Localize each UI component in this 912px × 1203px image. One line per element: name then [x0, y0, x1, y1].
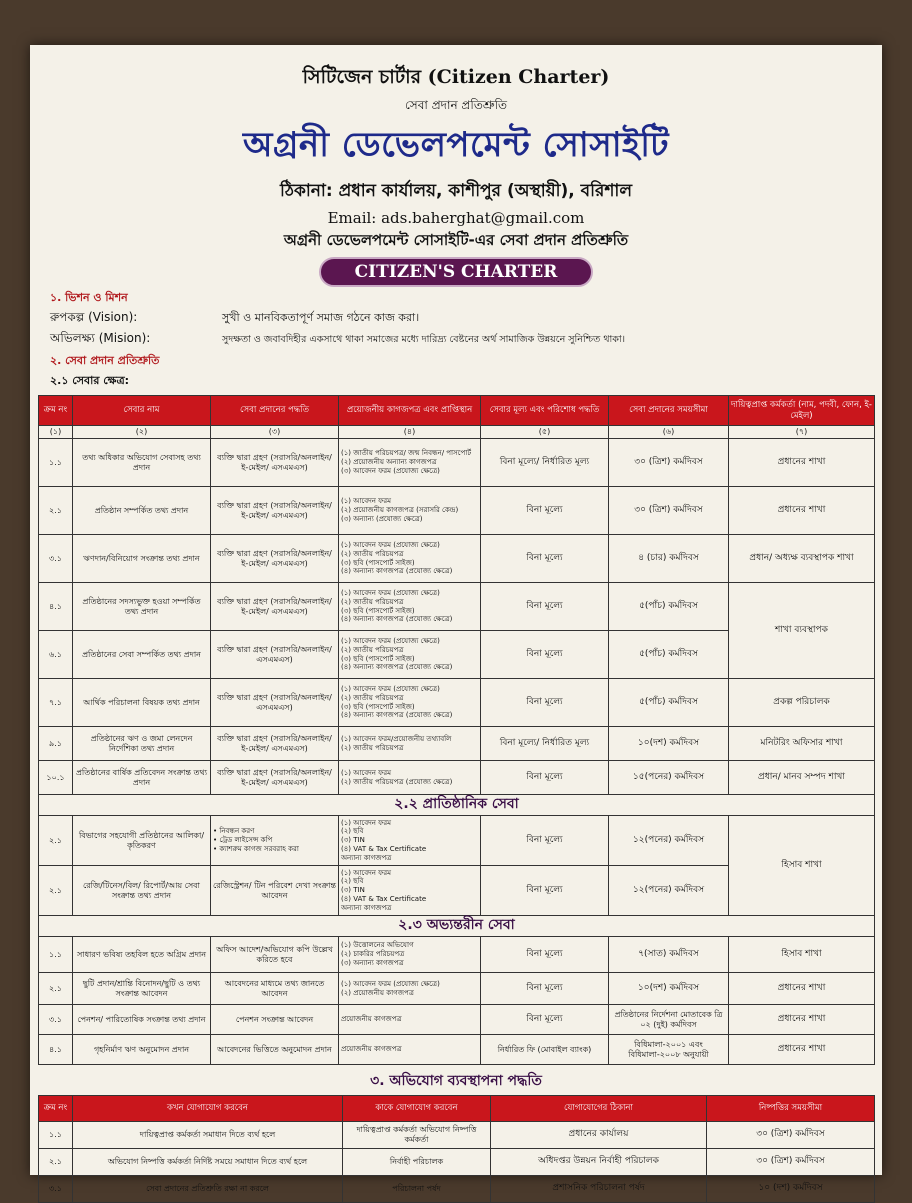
row-serial: ৪.১ — [39, 1035, 73, 1065]
row-method: অফিস আদেশ/অভিযোগ কপি উল্লেখ করিতে হবে — [211, 937, 339, 973]
row-method: ব্যক্তি দ্বারা গ্রহণ (সরাসরি/অনলাইন/ ই-মেইল/ এসএমএস) — [211, 761, 339, 795]
row-address: প্রশাসনিক পরিচালনা পর্ষদ — [491, 1176, 707, 1203]
institutional-service-heading: ২.২ প্রাতিষ্ঠানিক সেবা — [39, 795, 875, 816]
row-time: ১০(দশ) কর্মদিবস — [609, 973, 729, 1005]
col-number: (৬) — [609, 426, 729, 439]
charter-subtitle: সেবা প্রদান প্রতিশ্রুতি — [404, 98, 508, 112]
table-row — [39, 1035, 875, 1065]
organization-email: Email: ads.baherghat@gmail.com — [327, 209, 585, 227]
header-officer: দায়িত্বপ্রাপ্ত কর্মকর্তা (নাম, পদবী, ফোন, ই-মেইল) — [729, 396, 875, 426]
organization-address: ঠিকানা: প্রধান কার্যালয়, কাশীপুর (অস্থায়ী), বরিশাল — [280, 181, 632, 201]
service-area-heading: ২.১ সেবার ক্ষেত্র: — [50, 374, 130, 387]
row-documents: (১) উত্তোলনের অভিযোগ (২) চাকরির পরিচয়পত্র (৩) অন্যান্য কাগজপত্র — [339, 937, 481, 973]
row-fee: বিনা মূল্যে — [481, 937, 609, 973]
row-time: ৩০ (ত্রিশ) কর্মদিবস — [609, 439, 729, 487]
row-whom: দায়িত্বপ্রাপ্ত কর্মকর্তা অভিযোগ নিষ্পত্তি কর্মকর্তা — [343, 1122, 491, 1149]
row-time: ৩০ (ত্রিশ) কর্মদিবস — [707, 1122, 875, 1149]
row-documents: (১) আবেদন ফরম (প্রযোজ্য ক্ষেত্রে) (২) প্রয়োজনীয় কাগজপত্র — [339, 973, 481, 1005]
row-service-name: প্রতিষ্ঠানের বার্ষিক প্রতিবেদন সংক্রান্ত তথ্য প্রদান — [73, 761, 211, 795]
row-time: ৫(পাঁচ) কর্মদিবস — [609, 631, 729, 679]
col-number: (৭) — [729, 426, 875, 439]
row-method: ব্যক্তি দ্বারা গ্রহণ (সরাসরি/অনলাইন/ এসএমএস) — [211, 631, 339, 679]
row-serial: ২.১ — [39, 1149, 73, 1176]
row-documents: (১) আবেদন ফরম (প্রযোজ্য ক্ষেত্রে) (২) জাতীয় পরিচয়পত্র (৩) ছবি (পাসপোর্ট সাইজ) (৪) অন্যান্য কাগজপত্র (প্রযোজ্য ক্ষেত্রে) — [339, 583, 481, 631]
grievance-heading: ৩. অভিযোগ ব্যবস্থাপনা পদ্ধতি — [370, 1073, 542, 1089]
row-serial: ১.১ — [39, 439, 73, 487]
row-serial: ২.১ — [39, 487, 73, 535]
grievance-header-time: নিষ্পত্তির সময়সীমা — [707, 1096, 875, 1122]
service-commitment-heading: ২. সেবা প্রদান প্রতিশ্রুতি — [50, 354, 160, 367]
header-service-name: সেবার নাম — [73, 396, 211, 426]
row-time: ৭(সাত) কর্মদিবস — [609, 937, 729, 973]
row-officer: প্রধানের শাখা — [729, 439, 875, 487]
table-row — [39, 1176, 875, 1203]
grievance-table — [38, 1095, 875, 1203]
col-number: (৫) — [481, 426, 609, 439]
row-when: দায়িত্বপ্রাপ্ত কর্মকর্তা সমাধান দিতে ব্যর্থ হলে — [73, 1122, 343, 1149]
row-officer: প্রধানের শাখা — [729, 1035, 875, 1065]
row-serial: ৭.১ — [39, 679, 73, 727]
row-service-name: আর্থিক পরিচালনা বিষয়ক তথ্য প্রদান — [73, 679, 211, 727]
row-time: প্রতিষ্ঠানের নির্দেশনা মোতাবেক ত্রি ০২ (দুই) কর্মদিবস — [609, 1005, 729, 1035]
header-serial: ক্রম নং — [39, 396, 73, 426]
header-fee: সেবার মূল্য এবং পরিশোধ পদ্ধতি — [481, 396, 609, 426]
row-serial: ৩.১ — [39, 1176, 73, 1203]
vision-label: রুপকল্প (Vision): — [50, 310, 138, 324]
col-number: (১) — [39, 426, 73, 439]
table-row — [39, 1122, 875, 1149]
row-serial: ৩.১ — [39, 1005, 73, 1035]
row-officer: প্রধানের শাখা — [729, 973, 875, 1005]
mission-line — [50, 330, 882, 350]
row-method: রেজিস্ট্রেশন/ টিন পরিবেশ দেখা সংক্রান্ত আবেদন — [211, 866, 339, 916]
institutional-service-heading-row — [39, 795, 875, 816]
row-documents: (১) আবেদন ফরম (২) ছবি (৩) TIN (৪) VAT & Tax Certificate অন্যান্য কাগজপত্র — [339, 816, 481, 866]
col-number: (৩) — [211, 426, 339, 439]
row-time: বিধিমালা-২০০১ এবং বিধিমালা-২০০৮ অনুযায়ী — [609, 1035, 729, 1065]
row-service-name: প্রতিষ্ঠানের সেবা সম্পর্কিত তথ্য প্রদান — [73, 631, 211, 679]
row-method: ব্যক্তি দ্বারা গ্রহণ (সরাসরি/অনলাইন/ ই-মেইল/ এসএমএস) — [211, 583, 339, 631]
row-documents: (১) আবেদন ফরম (প্রযোজ্য ক্ষেত্রে) (২) জাতীয় পরিচয়পত্র (৩) ছবি (পাসপোর্ট সাইজ) (৪) অন্যান্য কাগজপত্র (প্রযোজ্য ক্ষেত্রে) — [339, 631, 481, 679]
row-time: ১৫(পনের) কর্মদিবস — [609, 761, 729, 795]
table-row — [39, 727, 875, 761]
row-time: ৪ (চার) কর্মদিবস — [609, 535, 729, 583]
row-fee: বিনা মূল্যে — [481, 487, 609, 535]
commitment-line: অগ্রনী ডেভেলপমেন্ট সোসাইটি-এর সেবা প্রদান প্রতিশ্রুতি — [283, 231, 629, 249]
row-officer: প্রধান/ অধ্যক্ষ ব্যবস্থাপক শাখা — [729, 535, 875, 583]
vision-text: সুখী ও মানবিকতাপূর্ণ সমাজ গঠনে কাজ করা। — [222, 311, 420, 324]
header-documents: প্রয়োজনীয় কাগজপত্র এবং প্রাপ্তিস্থান — [339, 396, 481, 426]
col-number: (২) — [73, 426, 211, 439]
row-officer: মনিটরিং অফিসার শাখা — [729, 727, 875, 761]
row-service-name: রেজি/টিনেস/বিল/ রিপোর্ট/আয় সেবা সংক্রান্ত তথ্য প্রদান — [73, 866, 211, 916]
table-row — [39, 1005, 875, 1035]
row-officer: প্রকল্প পরিচালক — [729, 679, 875, 727]
vision-line — [50, 309, 882, 329]
row-service-name: গৃহনির্মাণ ঋণ অনুমোদন প্রদান — [73, 1035, 211, 1065]
mission-label: অভিলক্ষ্য (Mision): — [50, 331, 151, 345]
row-time: ১০(দশ) কর্মদিবস — [609, 727, 729, 761]
citizen-charter-banner: CITIZEN'S CHARTER — [319, 257, 594, 287]
row-whom: নির্বাহী পরিচালক — [343, 1149, 491, 1176]
row-fee: বিনা মূল্যে — [481, 1005, 609, 1035]
row-service-name: ঋণদান/বিনিয়োগ সংক্রান্ত তথ্য প্রদান — [73, 535, 211, 583]
mission-text: সুদক্ষতা ও জবাবদিহীর একসাথে থাকা সমাজের মধ্যে দারিদ্র্য বেষ্টনের অর্থ সামাজিক উন্নয়নে সুনিশ্চিত থাকা। — [222, 334, 626, 345]
row-method: আবেদনের ভিত্তিতে অনুমোদন প্রদান — [211, 1035, 339, 1065]
row-fee: বিনা মূল্যে — [481, 973, 609, 1005]
row-fee: বিনা মূল্যে — [481, 679, 609, 727]
row-time: ১২(পনের) কর্মদিবস — [609, 866, 729, 916]
table-row — [39, 439, 875, 487]
table-row — [39, 1149, 875, 1176]
table-row — [39, 679, 875, 727]
row-documents: (১) আবেদন ফরম (২) জাতীয় পরিচয়পত্র (প্রযোজ্য ক্ষেত্রে) — [339, 761, 481, 795]
row-service-name: তথ্য অধিকার অভিযোগ সেবাসহ তথ্য প্রদান — [73, 439, 211, 487]
table-row — [39, 973, 875, 1005]
internal-service-heading: ২.৩ অভ্যন্তরীন সেবা — [39, 916, 875, 937]
internal-service-heading-row — [39, 916, 875, 937]
citizen-charter-poster — [30, 45, 882, 1194]
row-method: ব্যক্তি দ্বারা গ্রহণ (সরাসরি/অনলাইন/ ই-মেইল/ এসএমএস) — [211, 535, 339, 583]
row-when: সেবা প্রদানের প্রতিশ্রুতি রক্ষা না করলে — [73, 1176, 343, 1203]
row-time: ১০ (দশ) কর্মদিবস — [707, 1176, 875, 1203]
table-row — [39, 816, 875, 866]
row-documents: (১) আবেদন ফরম (২) প্রয়োজনীয় কাগজপত্র (সরাসরি কেন্দ্র) (৩) অন্যান্য (প্রযোজ্য ক্ষেত্রে) — [339, 487, 481, 535]
row-documents: প্রয়োজনীয় কাগজপত্র — [339, 1005, 481, 1035]
row-service-name: প্রতিষ্ঠানের সদস্যভুক্ত হওয়া সম্পর্কিত তথ্য প্রদান — [73, 583, 211, 631]
table-row — [39, 937, 875, 973]
row-serial: ৬.১ — [39, 631, 73, 679]
row-when: অভিযোগ নিষ্পত্তি কর্মকর্তা নির্দিষ্ট সময়ে সমাধান দিতে ব্যর্থ হলে — [73, 1149, 343, 1176]
row-service-name: সাধারণ ভবিষ্য তহবিল হতে অগ্রিম প্রদান — [73, 937, 211, 973]
col-number: (৪) — [339, 426, 481, 439]
row-service-name: পেনশন/ পারিতোষিক সংক্রান্ত তথ্য প্রদান — [73, 1005, 211, 1035]
row-serial: ১০.১ — [39, 761, 73, 795]
row-time: ৩০ (ত্রিশ) কর্মদিবস — [707, 1149, 875, 1176]
vision-mission-heading: ১. ভিশন ও মিশন — [50, 291, 128, 304]
row-time: ৫(পাঁচ) কর্মদিবস — [609, 583, 729, 631]
organization-name: অগ্রনী ডেভেলপমেন্ট সোসাইটি — [243, 125, 669, 165]
row-service-name: প্রতিষ্ঠানের ঋণ ও জমা লেনদেন নির্দেশিকা তথ্য প্রদান — [73, 727, 211, 761]
row-documents: (১) আবেদন ফরম/প্রয়োজনীয় তথ্যাবলি (২) জাতীয় পরিচয়পত্র — [339, 727, 481, 761]
row-method: • নিবন্ধন করণ • ট্রেড লাইসেন্স কপি • ক্যাশরুম কাগজ সরবরাহ করা — [211, 816, 339, 866]
table-row — [39, 535, 875, 583]
row-method: ব্যক্তি দ্বারা গ্রহণ (সরাসরি/অনলাইন/ এসএমএস) — [211, 679, 339, 727]
row-serial: ৯.১ — [39, 727, 73, 761]
row-fee: বিনা মূল্যে — [481, 631, 609, 679]
grievance-header-when: কখন যোগাযোগ করবেন — [73, 1096, 343, 1122]
row-method: ব্যক্তি দ্বারা গ্রহণ (সরাসরি/অনলাইন/ ই-মেইল/ এসএমএস) — [211, 487, 339, 535]
grievance-header-whom: কাকে যোগাযোগ করবেন — [343, 1096, 491, 1122]
row-fee: বিনা মূল্যে — [481, 866, 609, 916]
row-address: অধিদপ্তর উন্নয়ন নির্বাহী পরিচালক — [491, 1149, 707, 1176]
row-officer: হিসাব শাখা — [729, 937, 875, 973]
row-fee: বিনা মূল্যে — [481, 761, 609, 795]
row-method: পেনশন সংক্রান্ত আবেদন — [211, 1005, 339, 1035]
table-row — [39, 487, 875, 535]
row-method: ব্যক্তি দ্বারা গ্রহণ (সরাসরি/অনলাইন/ ই-মেইল/ এসএমএস) — [211, 439, 339, 487]
row-officer: প্রধানের শাখা — [729, 1005, 875, 1035]
row-serial: ১.১ — [39, 937, 73, 973]
row-time: ৩০ (ত্রিশ) কর্মদিবস — [609, 487, 729, 535]
header-method: সেবা প্রদানের পদ্ধতি — [211, 396, 339, 426]
row-whom: পরিচালনা পর্ষদ — [343, 1176, 491, 1203]
row-officer-merged: শাখা ব্যবস্থাপক — [729, 583, 875, 679]
row-method: ব্যক্তি দ্বারা গ্রহণ (সরাসরি/অনলাইন/ ই-মেইল/ এসএমএস) — [211, 727, 339, 761]
table-row — [39, 761, 875, 795]
row-service-name: বিভাগের সহযোগী প্রতিষ্ঠানের আলিকা/কৃতিকরণ — [73, 816, 211, 866]
row-time: ১২(পনের) কর্মদিবস — [609, 816, 729, 866]
row-fee: বিনা মূল্যে — [481, 583, 609, 631]
row-officer-merged: হিসাব শাখা — [729, 816, 875, 916]
row-serial: ১.১ — [39, 1122, 73, 1149]
service-table — [38, 395, 875, 1065]
row-documents: (১) আবেদন ফরম (২) ছবি (৩) TIN (৪) VAT & Tax Certificate অন্যান্য কাগজপত্র — [339, 866, 481, 916]
row-documents: (১) আবেদন ফরম (প্রযোজ্য ক্ষেত্রে) (২) জাতীয় পরিচয়পত্র (৩) ছবি (পাসপোর্ট সাইজ) (৪) অন্যান্য কাগজপত্র (প্রযোজ্য ক্ষেত্রে) — [339, 679, 481, 727]
row-fee: বিনা মূল্যে/ নির্ধারিত মূল্য — [481, 439, 609, 487]
grievance-header-address: যোগাযোগের ঠিকানা — [491, 1096, 707, 1122]
row-documents: প্রয়োজনীয় কাগজপত্র — [339, 1035, 481, 1065]
row-officer: প্রধানের শাখা — [729, 487, 875, 535]
row-officer: প্রধান/ মানব সম্পদ শাখা — [729, 761, 875, 795]
row-fee: বিনা মূল্যে — [481, 535, 609, 583]
row-serial: ২.১ — [39, 973, 73, 1005]
row-service-name: ছুটি প্রদান/শ্রান্তি বিনোদন/ছুটি ও তথ্য সংক্রান্ত আবেদন — [73, 973, 211, 1005]
row-serial: ২.১ — [39, 816, 73, 866]
row-address: প্রধানের কার্যালয় — [491, 1122, 707, 1149]
grievance-header-serial: ক্রম নং — [39, 1096, 73, 1122]
row-service-name: প্রতিষ্ঠান সম্পর্কিত তথ্য প্রদান — [73, 487, 211, 535]
row-serial: ২.১ — [39, 866, 73, 916]
header-time: সেবা প্রদানের সময়সীমা — [609, 396, 729, 426]
row-fee: নির্ধারিত ফি (মোবাইল ব্যাংক) — [481, 1035, 609, 1065]
row-fee: বিনা মূল্যে — [481, 816, 609, 866]
row-time: ৫(পাঁচ) কর্মদিবস — [609, 679, 729, 727]
row-documents: (১) আবেদন ফরম (প্রযোজ্য ক্ষেত্রে) (২) জাতীয় পরিচয়পত্র (৩) ছবি (পাসপোর্ট সাইজ) (৪) অন্যান্য কাগজপত্র (প্রযোজ্য ক্ষেত্রে) — [339, 535, 481, 583]
row-serial: ৩.১ — [39, 535, 73, 583]
charter-title: সিটিজেন চার্টার (Citizen Charter) — [302, 66, 610, 88]
row-method: আবেদনের মাধ্যমে তথ্য জানতে আবেদন — [211, 973, 339, 1005]
row-serial: ৪.১ — [39, 583, 73, 631]
table-row — [39, 583, 875, 631]
row-fee: বিনা মূল্যে/ নির্ধারিত মূল্য — [481, 727, 609, 761]
row-documents: (১) জাতীয় পরিচয়পত্র/ জন্ম নিবন্ধন/ পাসপোর্ট (২) প্রয়োজনীয় অন্যান্য কাগজপত্র (৩) আবেদন ফরম (প্রযোজ্য ক্ষেত্রে) — [339, 439, 481, 487]
